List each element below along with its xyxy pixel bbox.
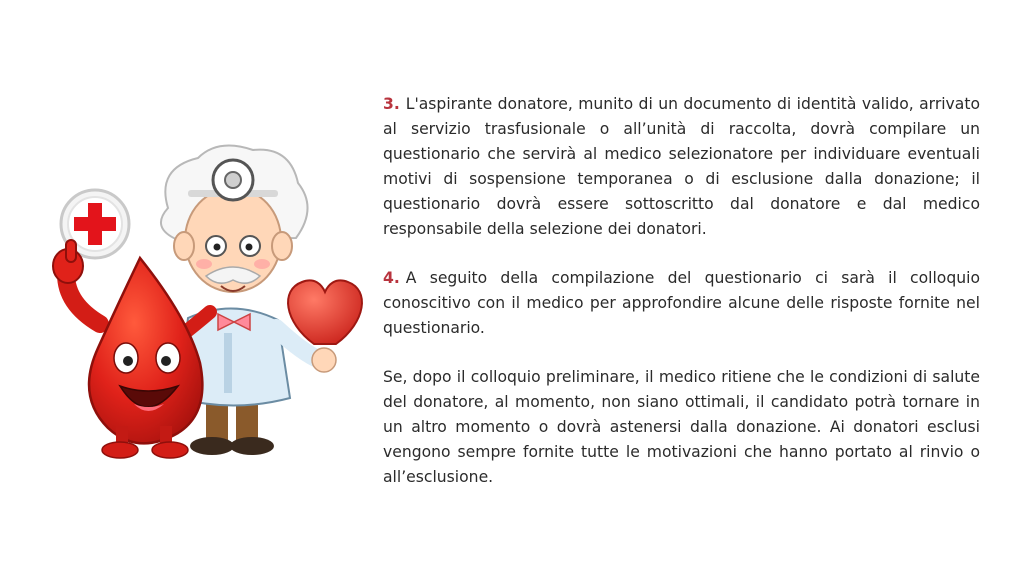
step-4-text: A seguito della compilazione del questionario ci sarà il colloquio conoscitivo con il medico per approfondire alcune delle risposte fornite nel questionario.: [383, 269, 980, 337]
conclusion-text: Se, dopo il colloquio preliminare, il medico ritiene che le condizioni di salute del donatore, al momento, non siano ottimali, il candidato potrà tornare in un altro momento o dovrà astenersi dalla donazione. Ai donatori esclusi vengono sempre fornite tutte le motivazioni che hanno portato al rinvio o all’esclusione.: [383, 368, 980, 486]
step-number-3: 3.: [383, 95, 400, 113]
blood-drop-character: [53, 240, 210, 458]
step-3-text: L'aspirante donatore, munito di un documento di identità valido, arrivato al servizio trasfusionale o all’unità di raccolta, dovrà compilare un questionario che servirà al medico selezionatore per individuare eventuali motivi di sospensione temporanea o di esclusione dalla donazione; il questionario dovrà essere sottoscritto dal donatore e dal medico responsabile della selezione dei donatori.: [383, 95, 980, 238]
paragraph-conclusion: [383, 365, 980, 490]
paragraph-step-3: [383, 92, 980, 242]
text-column: [383, 92, 980, 490]
step-number-4: 4.: [383, 269, 400, 287]
blood-donation-illustration: [28, 128, 368, 473]
paragraph-step-4: [383, 266, 980, 341]
heart-icon: [288, 280, 362, 344]
